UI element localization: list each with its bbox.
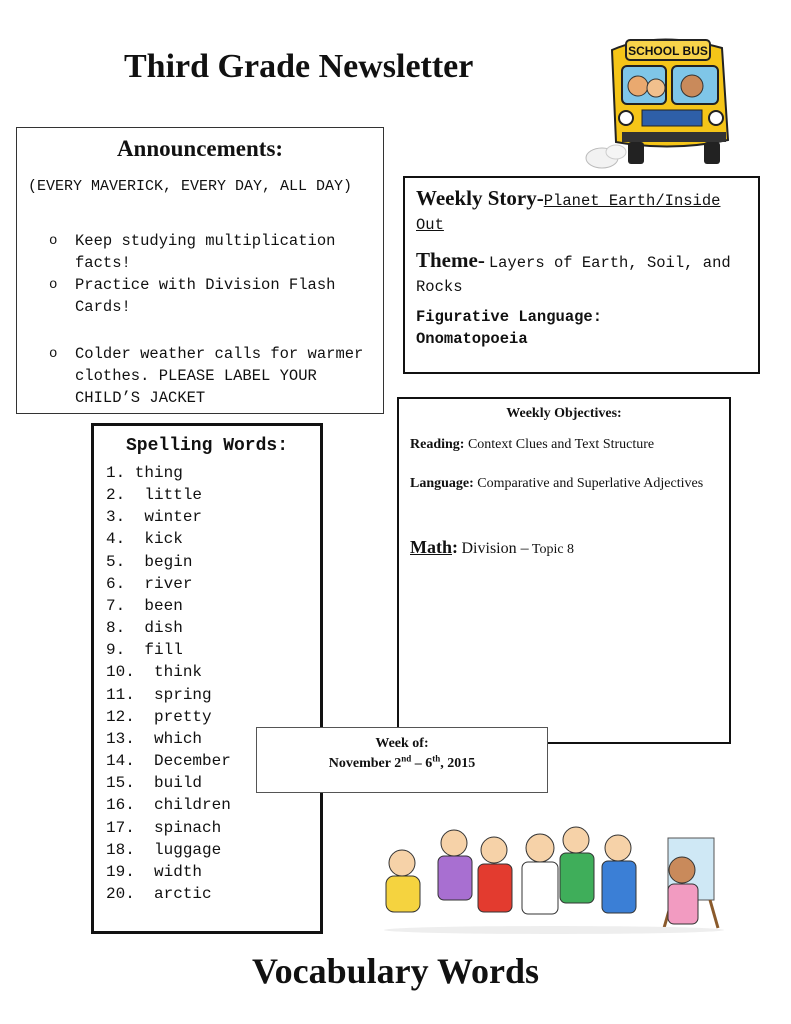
child-body	[668, 884, 698, 924]
weekly-story-line	[416, 186, 746, 237]
language-value: Comparative and Superlative Adjectives	[477, 476, 704, 491]
bullet-marker: o	[49, 346, 58, 362]
announcements-heading: Announcements:	[116, 136, 284, 161]
spelling-word: 19. width	[106, 862, 203, 881]
spelling-word: 1. thing	[106, 464, 183, 482]
math-topic: Topic 8	[531, 542, 575, 557]
spelling-word: 12. pretty	[106, 707, 212, 726]
bus-wheel-left	[628, 142, 644, 164]
weekly-objectives-box	[397, 397, 731, 744]
child-head	[481, 837, 507, 863]
theme-value: Layers of Earth, Soil, and Rocks	[416, 254, 731, 296]
week-year: , 2015	[440, 756, 476, 771]
bus-grille	[642, 110, 702, 126]
reading-value: Context Clues and Text Structure	[467, 437, 655, 452]
math-label: Math	[410, 537, 452, 557]
spelling-word: 4. kick	[106, 530, 183, 549]
child-head	[605, 835, 631, 861]
child-body	[522, 862, 558, 914]
spelling-word: 14. December	[106, 752, 231, 771]
spelling-word: 3. winter	[106, 508, 203, 527]
announcement-item	[49, 230, 369, 274]
objectives-heading: Weekly Objectives:	[506, 406, 622, 421]
figurative-language-label: Figurative Language:	[416, 308, 603, 326]
week-start: November 2	[328, 756, 402, 771]
child-face-middle	[647, 79, 665, 97]
math-value: Division –	[461, 540, 529, 557]
school-bus-illustration	[582, 30, 734, 178]
child-face-left	[628, 76, 648, 96]
vocabulary-heading: Vocabulary Words	[251, 951, 540, 991]
spelling-word: 13. which	[106, 729, 203, 748]
announcements-box	[16, 127, 384, 414]
bus-wheel-right	[704, 142, 720, 164]
bus-headlight-right	[709, 111, 723, 125]
spelling-heading: Spelling Words:	[125, 436, 289, 456]
spelling-word: 5. begin	[106, 552, 193, 571]
bus-bumper	[622, 132, 726, 142]
reading-label: Reading:	[410, 437, 465, 452]
child-body	[438, 856, 472, 900]
weekly-story-value: Planet Earth/Inside Out	[416, 192, 721, 234]
week-of-dates	[257, 754, 547, 774]
bus-headlight-left	[619, 111, 633, 125]
week-of-box	[256, 727, 548, 793]
math-objective	[410, 535, 720, 562]
children-illustration	[372, 818, 737, 936]
child-head	[441, 830, 467, 856]
announcement-text: Practice with Division Flash Cards!	[75, 276, 336, 316]
announcement-text: Colder weather calls for warmer clothes. PLEASE LABEL YOUR CHILD’S JACKET	[75, 345, 364, 407]
figurative-language-value: Onomatopoeia	[416, 330, 528, 348]
exhaust-cloud-small	[606, 145, 626, 159]
spelling-word: 16. children	[106, 796, 231, 815]
newsletter-title: Third Grade Newsletter	[124, 48, 474, 85]
spelling-word: 20. arctic	[106, 884, 212, 903]
easel-leg	[710, 900, 718, 928]
child-head	[669, 857, 695, 883]
announcement-text: Keep studying multiplication facts!	[75, 232, 336, 272]
weekly-story-label: Weekly Story-	[416, 186, 544, 210]
announcement-item	[49, 274, 369, 318]
spelling-word: 10. think	[106, 663, 203, 682]
spelling-list	[106, 462, 231, 905]
child-body	[386, 876, 420, 912]
spelling-word: 17. spinach	[106, 818, 222, 837]
child-body	[478, 864, 512, 912]
theme-label: Theme-	[416, 248, 485, 272]
child-head	[389, 850, 415, 876]
spelling-word: 18. luggage	[106, 840, 222, 859]
child-face-right	[681, 75, 703, 97]
ground-shadow	[384, 926, 724, 934]
spelling-words-box	[91, 423, 323, 934]
bullet-marker: o	[49, 277, 58, 293]
child-body	[560, 853, 594, 903]
child-body	[602, 861, 636, 913]
week-start-suffix: nd	[401, 753, 412, 764]
announcements-subheading: (EVERY MAVERICK, EVERY DAY, ALL DAY)	[28, 178, 353, 195]
bullet-marker: o	[49, 233, 58, 249]
spelling-word: 7. been	[106, 596, 183, 615]
spelling-word: 2. little	[106, 486, 203, 505]
math-colon: :	[452, 537, 458, 557]
week-end: – 6	[411, 756, 433, 771]
week-end-suffix: th	[432, 753, 441, 764]
language-objective	[410, 474, 720, 493]
spelling-word: 15. build	[106, 774, 203, 793]
spelling-word: 11. spring	[106, 685, 212, 704]
spelling-word: 8. dish	[106, 619, 183, 638]
week-of-label: Week of:	[375, 736, 429, 751]
spelling-word: 9. fill	[106, 641, 183, 660]
reading-objective	[410, 435, 720, 454]
spelling-word: 6. river	[106, 574, 193, 593]
announcement-item	[49, 343, 369, 409]
child-head	[526, 834, 554, 862]
bus-sign: SCHOOL BUS	[628, 44, 708, 58]
theme-line	[416, 248, 746, 299]
child-head	[563, 827, 589, 853]
weekly-story-box	[403, 176, 760, 374]
language-label: Language:	[410, 476, 474, 491]
